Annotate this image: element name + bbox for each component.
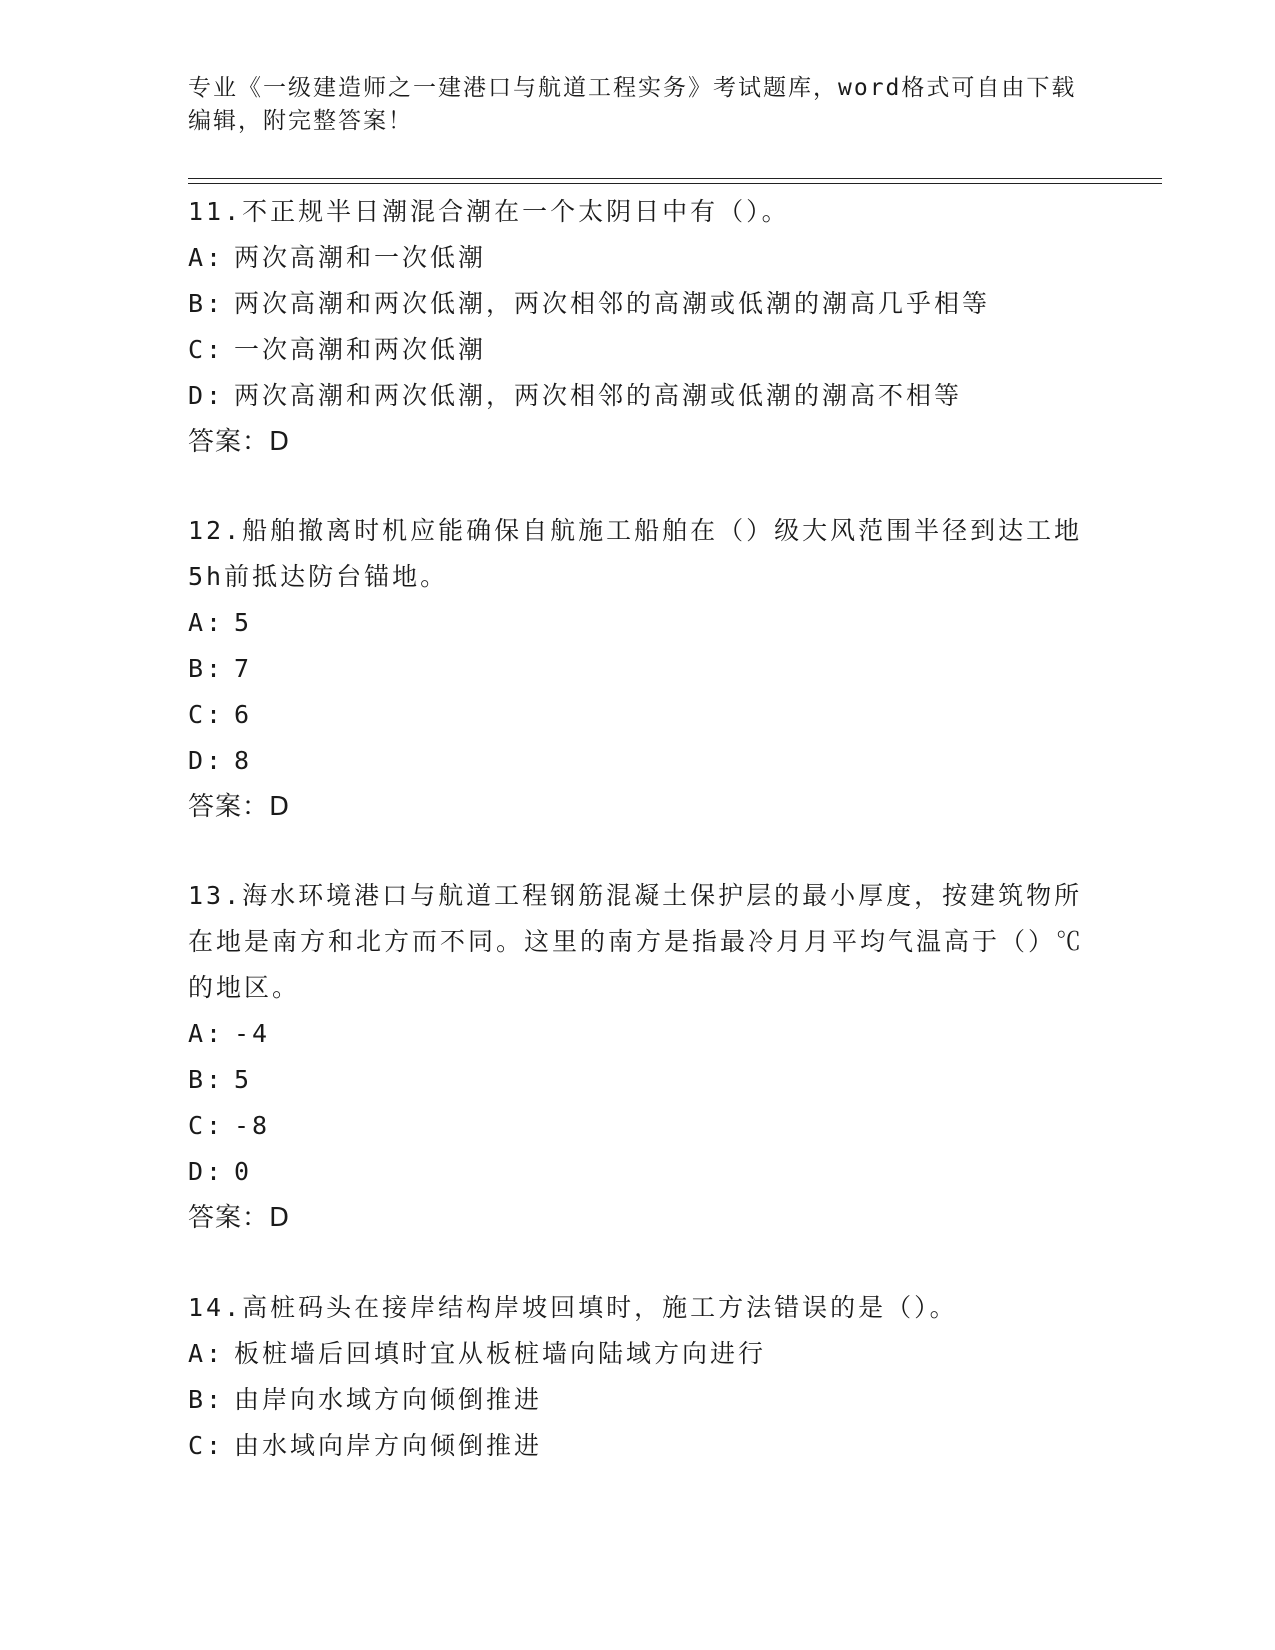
option-text: 5: [234, 1065, 253, 1094]
question-stem: 11.不正规半日潮混合潮在一个太阴日中有（）。: [188, 197, 790, 226]
header-divider-top: [188, 178, 1162, 179]
option-label: D:: [188, 746, 225, 775]
option-c: [188, 692, 1088, 738]
option-c: [188, 327, 1088, 373]
option-d: [188, 738, 1088, 784]
option-b: [188, 646, 1088, 692]
question-12: [188, 508, 1088, 830]
question-11: [188, 189, 1088, 465]
answer-line: 答案：D: [188, 1203, 291, 1233]
option-a: [188, 600, 1088, 646]
answer-line: 答案：D: [188, 427, 291, 457]
option-label: A:: [188, 1339, 225, 1368]
question-stem: 13.海水环境港口与航道工程钢筋混凝土保护层的最小厚度，按建筑物所在地是南方和北方而不同。这里的南方是指最冷月月平均气温高于（）℃的地区。: [188, 881, 1085, 1002]
option-b: [188, 1377, 1088, 1423]
option-a: [188, 1331, 1088, 1377]
option-label: B:: [188, 1385, 225, 1414]
option-label: A:: [188, 608, 225, 637]
option-a: [188, 1011, 1088, 1057]
option-label: C:: [188, 1431, 225, 1460]
question-stem: 12.船舶撤离时机应能确保自航施工船舶在（）级大风范围半径到达工地5h前抵达防台锚地。: [188, 516, 1083, 591]
option-label: A:: [188, 1019, 225, 1048]
question-stem: 14.高桩码头在接岸结构岸坡回填时，施工方法错误的是（）。: [188, 1293, 958, 1322]
option-a: [188, 235, 1088, 281]
option-label: C:: [188, 700, 225, 729]
document-header: [188, 72, 1088, 138]
answer-line: 答案：D: [188, 792, 291, 822]
option-label: C:: [188, 335, 225, 364]
option-text: 两次高潮和两次低潮，两次相邻的高潮或低潮的潮高不相等: [234, 381, 963, 410]
option-label: B:: [188, 1065, 225, 1094]
option-text: 7: [234, 654, 253, 683]
option-c: [188, 1103, 1088, 1149]
option-text: 8: [234, 746, 253, 775]
option-c: [188, 1423, 1088, 1469]
option-label: D:: [188, 1157, 225, 1186]
option-d: [188, 1149, 1088, 1195]
option-text: 一次高潮和两次低潮: [234, 335, 487, 364]
option-text: 由岸向水域方向倾倒推进: [234, 1385, 543, 1414]
option-text: 板桩墙后回填时宜从板桩墙向陆域方向进行: [234, 1339, 767, 1368]
option-label: D:: [188, 381, 225, 410]
header-line-2: 编辑，附完整答案！: [188, 108, 413, 134]
option-text: 5: [234, 608, 253, 637]
question-14: [188, 1285, 1088, 1469]
option-text: -8: [234, 1111, 271, 1140]
option-d: [188, 373, 1088, 419]
option-b: [188, 1057, 1088, 1103]
option-b: [188, 281, 1088, 327]
header-divider-bottom: [188, 183, 1162, 184]
question-13: [188, 873, 1088, 1241]
option-label: A:: [188, 243, 225, 272]
option-label: C:: [188, 1111, 225, 1140]
option-text: 两次高潮和两次低潮，两次相邻的高潮或低潮的潮高几乎相等: [234, 289, 991, 318]
option-text: 两次高潮和一次低潮: [234, 243, 487, 272]
option-text: 6: [234, 700, 253, 729]
option-label: B:: [188, 289, 225, 318]
option-label: B:: [188, 654, 225, 683]
option-text: -4: [234, 1019, 271, 1048]
option-text: 由水域向岸方向倾倒推进: [234, 1431, 543, 1460]
option-text: 0: [234, 1157, 253, 1186]
header-line-1: 专业《一级建造师之一建港口与航道工程实务》考试题库，word格式可自由下载: [188, 75, 1077, 101]
